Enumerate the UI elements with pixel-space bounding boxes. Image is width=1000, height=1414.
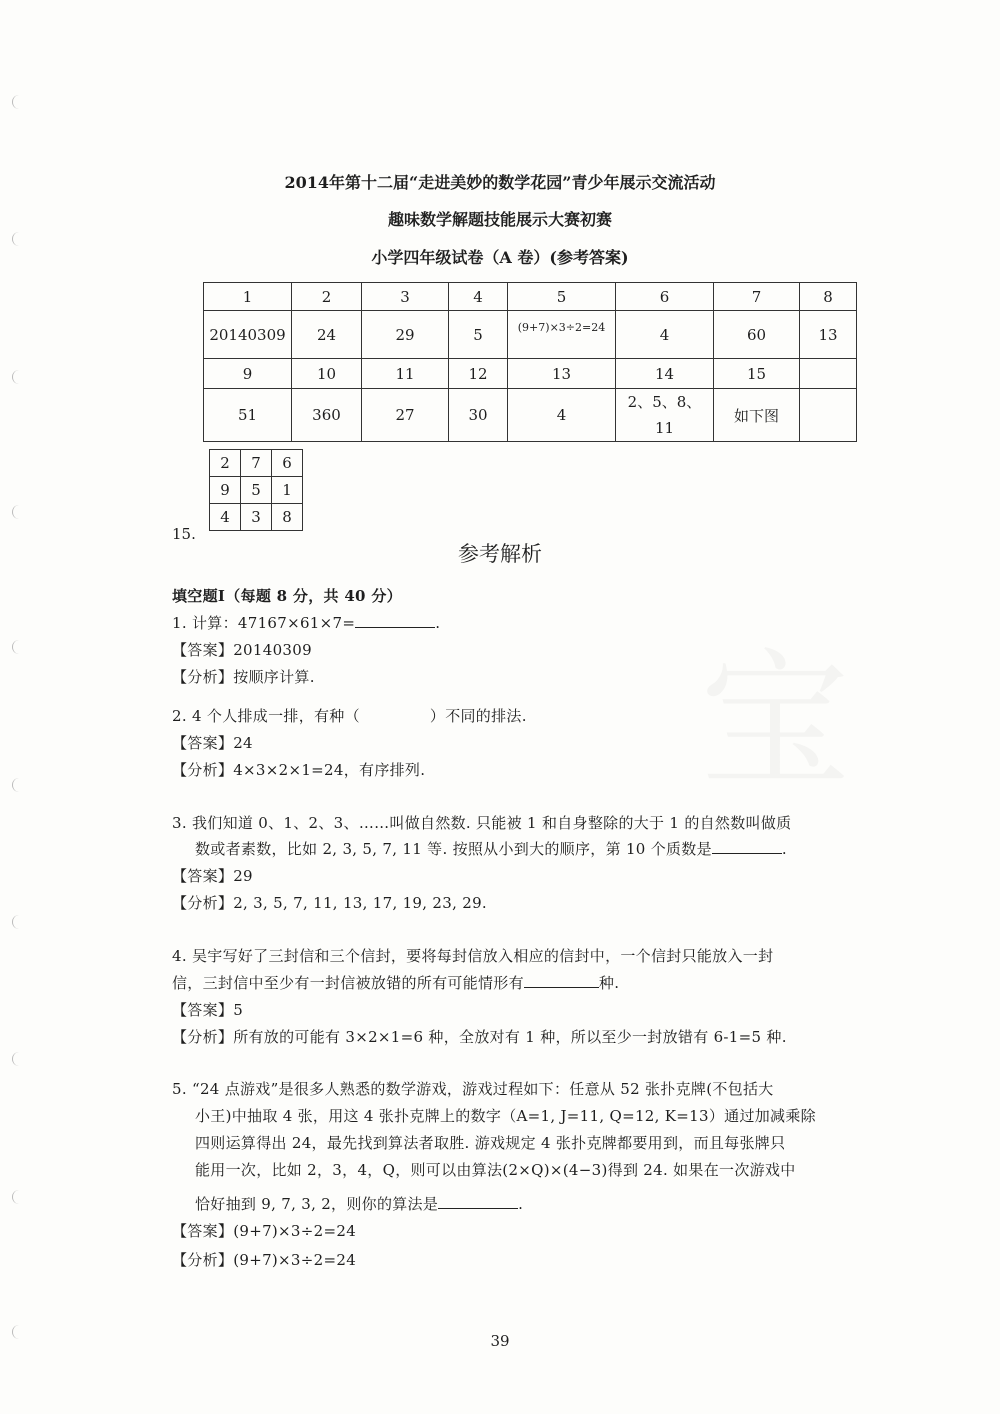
table-cell: 5	[508, 283, 616, 311]
question-3-analysis: 【分析】2, 3, 5, 7, 11, 13, 17, 19, 23, 29.	[172, 894, 487, 912]
table-cell	[800, 359, 857, 389]
grid-cell: 4	[210, 504, 241, 531]
question-text: 1. 计算：47167×61×7=	[172, 614, 356, 632]
part-heading: 填空题Ⅰ（每题 8 分，共 40 分）	[172, 587, 402, 605]
binding-mark	[12, 1052, 21, 1066]
question-5-analysis: 【分析】(9+7)×3÷2=24	[172, 1251, 357, 1269]
question-3-text-line2	[195, 838, 787, 859]
watermark-glyph	[700, 600, 850, 816]
table-cell: 如下图	[714, 389, 800, 442]
question-text: 信，三封信中至少有一封信被放错的所有可能情形有	[172, 974, 524, 992]
question-3-answer: 【答案】29	[172, 867, 253, 885]
question-4-answer: 【答案】5	[172, 1001, 244, 1019]
table-cell: 12	[449, 359, 508, 389]
question-5-text-line4: 能用一次，比如 2，3，4，Q，则可以由算法(2×Q)×(4−3)得到 24. 如果在一次游戏中	[195, 1161, 796, 1179]
table-cell: 51	[204, 389, 292, 442]
answer-blank	[355, 613, 435, 628]
table-cell: 6	[616, 283, 714, 311]
table-cell	[800, 389, 857, 442]
table-cell: 20140309	[204, 311, 292, 359]
table-row	[210, 477, 303, 504]
page-number: 39	[490, 1332, 510, 1350]
table-cell: 60	[714, 311, 800, 359]
question-2-analysis: 【分析】4×3×2×1=24，有序排列.	[172, 761, 426, 779]
answer-blank	[438, 1194, 518, 1209]
table-cell: 13	[800, 311, 857, 359]
grid-cell: 5	[241, 477, 272, 504]
grid-cell: 7	[241, 450, 272, 477]
table-cell: 10	[292, 359, 362, 389]
grid-cell: 3	[241, 504, 272, 531]
answer-blank	[712, 839, 782, 854]
table-cell: 4	[508, 389, 616, 442]
binding-mark	[12, 640, 21, 654]
question-text: 种.	[598, 974, 620, 992]
table-cell: 360	[292, 389, 362, 442]
binding-mark	[12, 778, 21, 792]
question-1-text	[172, 612, 440, 633]
table-cell: 4	[449, 283, 508, 311]
table-cell: 3	[362, 283, 449, 311]
question-2-text	[172, 705, 527, 726]
binding-mark	[12, 370, 21, 384]
table-row	[204, 311, 857, 359]
table-cell: 13	[508, 359, 616, 389]
table-cell	[508, 311, 616, 359]
table-cell: 11	[362, 359, 449, 389]
question-text: ）不同的排法.	[429, 707, 527, 725]
table-row	[204, 359, 857, 389]
question-4-text-line1: 4. 吴宇写好了三封信和三个信封，要将每封信放入相应的信封中，一个信封只能放入一封	[172, 947, 774, 965]
question-5-text-line1: 5. “24 点游戏”是很多人熟悉的数学游戏，游戏过程如下：任意从 52 张扑克牌(不包括大	[172, 1080, 774, 1098]
answer-blank	[524, 973, 599, 988]
question-3-text-line1: 3. 我们知道 0、1、2、3、……叫做自然数. 只能被 1 和自身整除的大于 1 的自然数叫做质	[172, 814, 792, 832]
table-cell: 4	[616, 311, 714, 359]
question-2-answer: 【答案】24	[172, 734, 253, 752]
table-row	[204, 389, 857, 442]
table-cell: 27	[362, 389, 449, 442]
grid-cell: 8	[272, 504, 303, 531]
table-cell: 14	[616, 359, 714, 389]
header-title-line1: 2014年第十二届“走进美妙的数学花园”青少年展示交流活动	[284, 173, 716, 192]
grid-cell: 2	[210, 450, 241, 477]
binding-mark	[12, 95, 21, 109]
equation-answer: (9+7)×3÷2=24	[517, 320, 606, 334]
question-5-text-line3: 四则运算得出 24，最先找到算法者取胜. 游戏规定 4 张扑克牌都要用到，而且每张牌只	[195, 1134, 786, 1152]
header-title-line2: 趣味数学解题技能展示大赛初赛	[387, 210, 612, 229]
table-cell: 9	[204, 359, 292, 389]
table-cell: 2、5、8、11	[616, 389, 714, 442]
question-5-answer: 【答案】(9+7)×3÷2=24	[172, 1222, 357, 1240]
grid-cell: 1	[272, 477, 303, 504]
table-cell: 29	[362, 311, 449, 359]
question-1-analysis: 【分析】按顺序计算.	[172, 668, 315, 686]
question-5-text-line5	[195, 1193, 523, 1214]
table-cell: 2	[292, 283, 362, 311]
question-text: .	[518, 1195, 524, 1213]
grid-cell: 6	[272, 450, 303, 477]
binding-mark	[12, 1190, 21, 1204]
table-cell: 15	[714, 359, 800, 389]
question-text: 数或者素数，比如 2, 3, 5, 7, 11 等. 按照从小到大的顺序，第 10 个质数是	[195, 840, 712, 858]
table-row	[210, 450, 303, 477]
question-4-text-line2	[172, 972, 619, 993]
table-cell: 24	[292, 311, 362, 359]
table-cell: 1	[204, 283, 292, 311]
table-cell: 7	[714, 283, 800, 311]
question-text: 2. 4 个人排成一排，有种（	[172, 707, 360, 725]
table-cell: 8	[800, 283, 857, 311]
binding-mark	[12, 505, 21, 519]
grid-cell: 9	[210, 477, 241, 504]
magic-square-grid	[209, 449, 303, 531]
question-15-label: 15.	[172, 525, 196, 543]
question-4-analysis: 【分析】所有放的可能有 3×2×1=6 种，全放对有 1 种，所以至少一封放错有 6-1=5 种.	[172, 1028, 787, 1046]
question-text: 恰好抽到 9, 7, 3, 2，则你的算法是	[195, 1195, 439, 1213]
table-cell: 5	[449, 311, 508, 359]
table-row	[210, 504, 303, 531]
question-1-answer: 【答案】20140309	[172, 641, 312, 659]
question-text: .	[781, 840, 787, 858]
section-title: 参考解析	[458, 542, 542, 566]
binding-mark	[12, 232, 21, 246]
question-text: .	[435, 614, 441, 632]
question-5-text-line2: 小王)中抽取 4 张，用这 4 张扑克牌上的数字（A=1, J=11, Q=12, K=13）通过加减乘除	[195, 1107, 816, 1125]
answer-table	[203, 282, 857, 442]
binding-mark	[12, 915, 21, 929]
table-cell: 30	[449, 389, 508, 442]
table-row	[204, 283, 857, 311]
header-title-line3: 小学四年级试卷（A 卷）(参考答案)	[371, 248, 629, 267]
